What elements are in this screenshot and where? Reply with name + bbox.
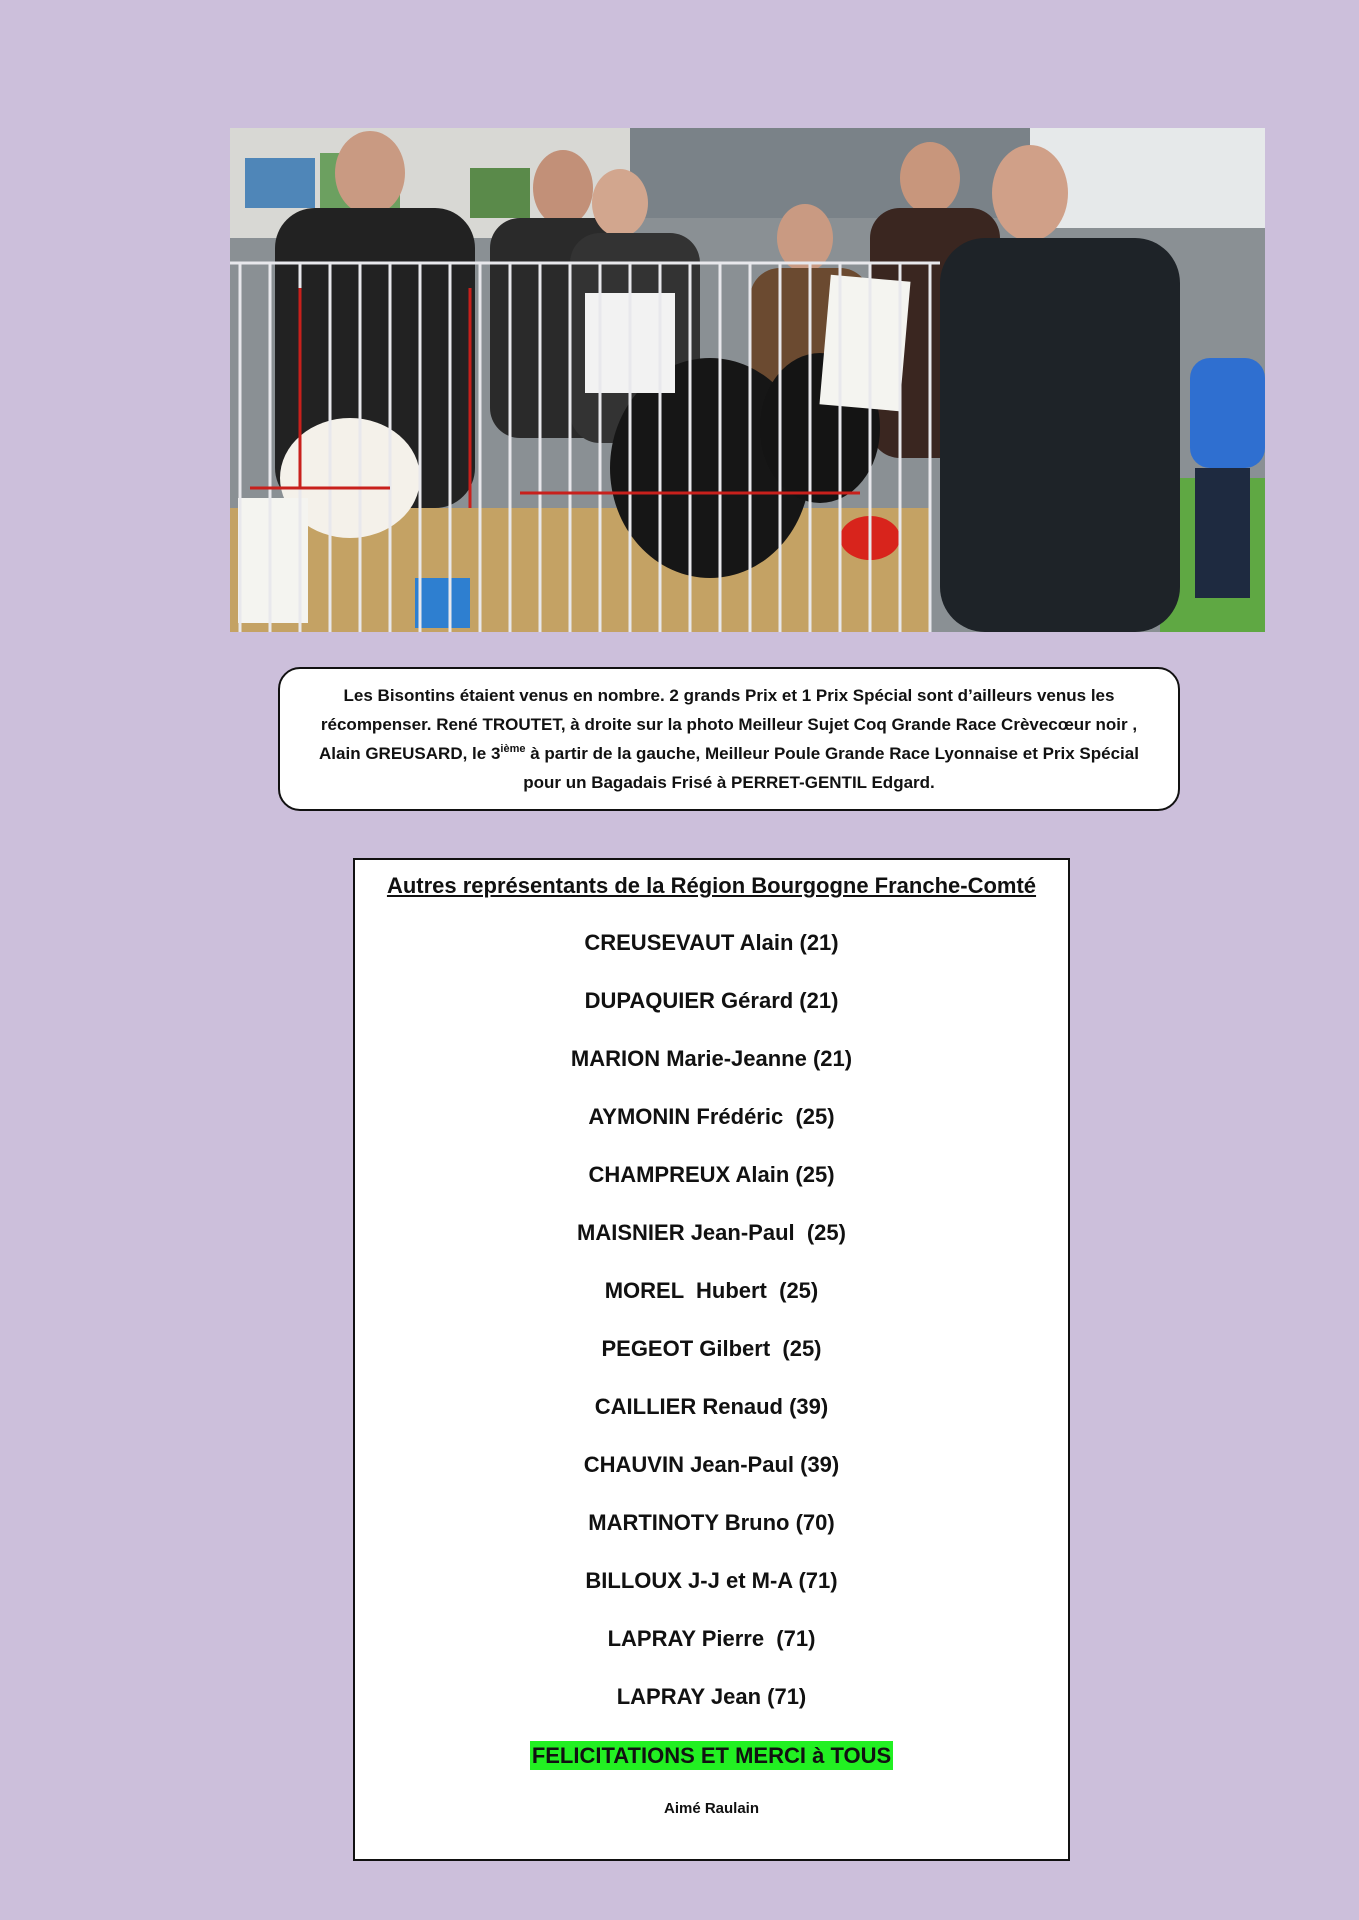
list-item: PEGEOT Gilbert (25) (601, 1336, 822, 1361)
representatives-list (355, 928, 1068, 1740)
congratulations-text: FELICITATIONS ET MERCI à TOUS (531, 1743, 892, 1768)
panel-title: Autres représentants de la Région Bourgogne Franche-Comté (386, 873, 1037, 898)
list-item: DUPAQUIER Gérard (21) (584, 988, 839, 1013)
list-item: CHAUVIN Jean-Paul (39) (583, 1452, 840, 1477)
show-photo (230, 128, 1265, 632)
list-item: MOREL Hubert (25) (604, 1278, 819, 1303)
list-item: LAPRAY Pierre (71) (607, 1626, 816, 1651)
caption-superscript: ième (500, 743, 526, 755)
caption-text-part1: Les Bisontins étaient venus en nombre. 2 grands Prix et 1 Prix Spécial sont d’ailleurs venus les récompenser. René TROUTET, à droite sur la photo Meilleur Sujet Coq Grande Race Crèvecœur noir , Alain GREUSARD, le 3 (319, 686, 1138, 763)
list-item: CAILLIER Renaud (39) (594, 1394, 829, 1419)
signature: Aimé Raulain (663, 1800, 760, 1817)
caption-text-part2: à partir de la gauche, Meilleur Poule Grande Race Lyonnaise et Prix Spécial pour un Bagadais Frisé à PERRET-GENTIL Edgard. (523, 744, 1139, 792)
photo-caption (308, 681, 1150, 797)
photo-caption-box (278, 667, 1180, 811)
photo-illustration (230, 128, 1265, 632)
list-item: MAISNIER Jean-Paul (25) (577, 1220, 846, 1245)
list-item: AYMONIN Frédéric (25) (588, 1104, 835, 1129)
list-item: MARTINOTY Bruno (70) (588, 1510, 835, 1535)
representatives-panel (353, 858, 1070, 1861)
list-item: MARION Marie-Jeanne (21) (570, 1046, 853, 1071)
list-item: BILLOUX J-J et M-A (71) (585, 1568, 838, 1593)
list-item: CHAMPREUX Alain (25) (588, 1162, 835, 1187)
list-item: LAPRAY Jean (71) (616, 1684, 807, 1709)
list-item: CREUSEVAUT Alain (21) (584, 930, 839, 955)
congratulations (355, 1741, 1068, 1771)
